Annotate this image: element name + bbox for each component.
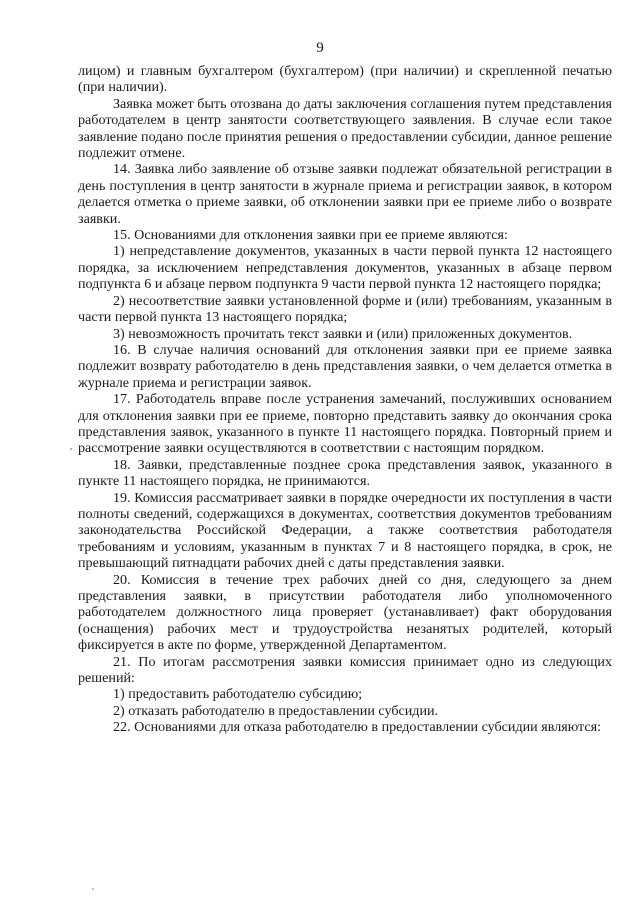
paragraph-19: 19. Комиссия рассматривает заявки в порядке очередности их поступления в части полноты сведений, содержащихся в документах, соответствия документов требованиям законодательства Российской Федерации, а также соответствия работодателя требованиям и условиям, указанным в пунктах 7 и 8 настоящего порядка, в срок, не превышающий пятнадцати рабочих дней с даты представления заявки. xyxy=(78,489,612,572)
paragraph-16: 16. В случае наличия оснований для отклонения заявки при ее приеме заявка подлежит возврату работодателю в день представления заявки, о чем делается отметка в журнале приема и регистрации заявок. xyxy=(78,341,612,391)
paragraph-14: 14. Заявка либо заявление об отзыве заявки подлежат обязательной регистрации в день поступления в центр занятости в журнале приема и регистрации заявок, в котором делается отметка о приеме заявки, об отклонении заявки при ее приеме либо о возврате заявки. xyxy=(78,161,612,227)
paragraph-21-item-1: 1) предоставить работодателю субсидию; xyxy=(113,686,363,703)
paragraph-22: 22. Основаниями для отказа работодателю в предоставлении субсидии являются: xyxy=(113,719,602,736)
scan-speck xyxy=(70,448,72,450)
paragraph-withdrawal: Заявка может быть отозвана до даты заключения соглашения путем представления работодателем в центр занятости соответствующего заявления. В случае если такое заявление подано после принятия решения о предоставлении субсидии, данное решение подлежит отмене. xyxy=(78,95,612,162)
paragraph-18: 18. Заявки, представленные позднее срока представления заявок, указанного в пункте 11 настоящего порядка, не принимаются. xyxy=(78,456,612,490)
paragraph-15-item-3: 3) невозможность прочитать текст заявки и (или) приложенных документов. xyxy=(113,325,573,342)
paragraph-15-item-2: 2) несоответствие заявки установленной форме и (или) требованиям, указанным в части первой пункта 13 настоящего порядка; xyxy=(78,292,612,326)
paragraph-15-item-1: 1) непредставление документов, указанных в части первой пункта 12 настоящего порядка, за исключением непредставления документов, указанных в абзаце первом подпункта 6 и абзаце первом подпункта 9 части первой пункта 12 настоящего порядка; xyxy=(78,243,612,293)
paragraph-15: 15. Основаниями для отклонения заявки при ее приеме являются: xyxy=(113,227,508,244)
paragraph-21-item-2: 2) отказать работодателю в предоставлении субсидии. xyxy=(113,702,439,719)
paragraph-20: 20. Комиссия в течение трех рабочих дней со дня, следующего за днем представления заявки, в присутствии работодателя либо уполномоченного работодателем должностного лица проверяет (устанавливает) факт оборудования (оснащения) рабочих мест и трудоустройства незанятых родителей, который фиксируется в акте по форме, утвержденной Департаментом. xyxy=(78,571,612,654)
paragraph-continuation: лицом) и главным бухгалтером (бухгалтером) (при наличии) и скрепленной печатью (при наличии). xyxy=(78,63,612,96)
page-number: 9 xyxy=(316,40,324,56)
paragraph-17: 17. Работодатель вправе после устранения замечаний, послуживших основанием для отклонения заявки при ее приеме, повторно представить заявку до окончания срока представления заявок, указанного в пункте 11 настоящего порядка. Повторный прием и рассмотрение заявки осуществляются в соответствии с настоящим порядком. xyxy=(78,391,612,457)
document-body xyxy=(78,63,612,736)
paragraph-21: 21. По итогам рассмотрения заявки комиссия принимает одно из следующих решений: xyxy=(78,653,612,687)
scan-speck xyxy=(92,888,94,890)
